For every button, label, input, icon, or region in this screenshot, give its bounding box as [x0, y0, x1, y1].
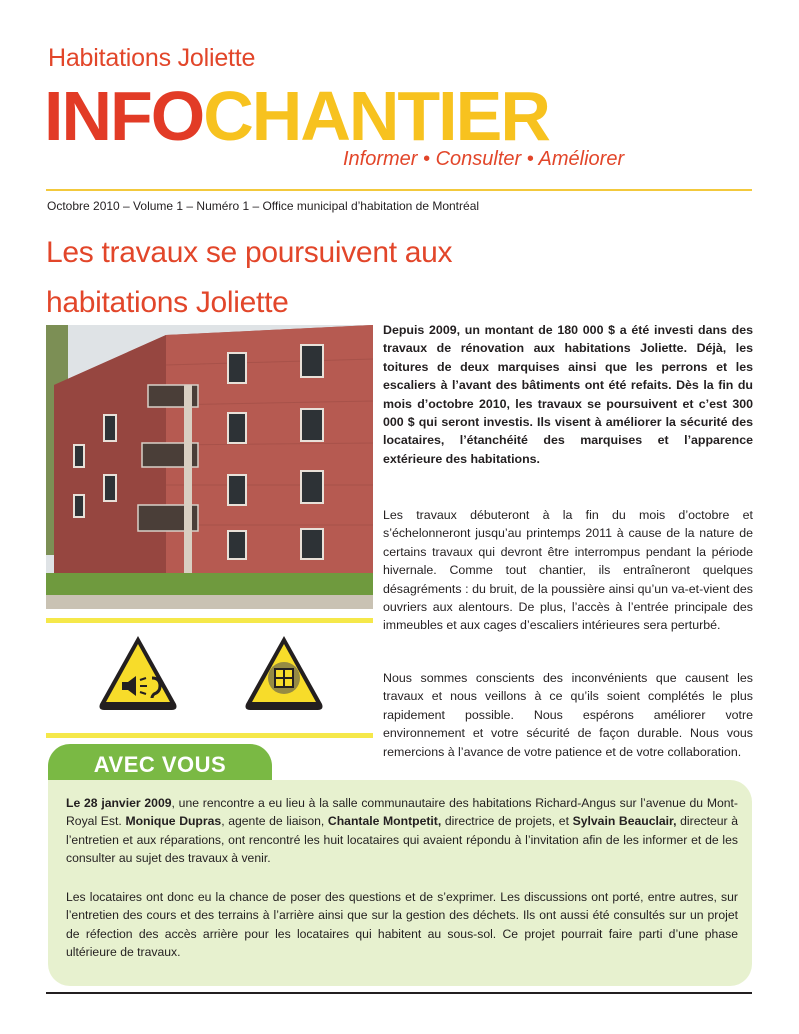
noise-warning-icon: [96, 630, 180, 714]
text-fragment: , agente de liaison,: [221, 814, 328, 829]
issue-line: Octobre 2010 – Volume 1 – Numéro 1 – Office municipal d’habitation de Montréal: [47, 199, 480, 213]
article-paragraph-1: Les travaux débuteront à la fin du mois d’octobre et s’échelonneront jusqu’au printemps 2011 à cause de la nature de certains travaux qui devront être interrompus pendant la période hivernale. Comme tout chantier, ils entraîneront quelques désagréments : du bruit, de la poussière ainsi qu’un va-et-vient des ouvriers aux alentours. De plus, l’accès à l’entrée principale des immeubles et aux cages d’escaliers intérieures sera perturbé.: [383, 508, 753, 633]
meeting-date: Le 28 janvier 2009: [66, 796, 172, 810]
text-fragment: directeur à l’entretien et aux réparations, ont rencontré les huit locataires qui avaient répondu à l’invitation afin de les informer et de les consulter au sujet des travaux à venir.: [66, 814, 738, 866]
avec-vous-label: AVEC VOUS: [93, 752, 227, 777]
newsletter-title: [44, 76, 549, 156]
avec-vous-paragraph-1: [66, 794, 738, 868]
headline-line-1: Les travaux se poursuivent aux: [46, 236, 453, 269]
person-name: Monique Dupras: [125, 814, 222, 829]
avec-vous-paragraph-2: Les locataires ont donc eu la chance de poser des questions et de s’exprimer. Les discussions ont porté, entre autres, sur l’entretien des cours et des terrains à l’arrière ainsi que sur la gestion des déchets. Ils ont aussi été consultés sur un projet de réfection des accès arrière pour les locataires qui habitent au sous-sol. Ce projet pourrait faire parti d’une phase ultérieure de travaux.: [66, 890, 738, 960]
text-fragment: directrice de projets, et: [441, 814, 573, 829]
avec-vous-box: [48, 780, 752, 986]
title-chantier: CHANTIER: [203, 77, 549, 155]
tagline: Informer • Consulter • Améliorer: [343, 148, 625, 170]
article-paragraph-2: Nous sommes conscients des inconvénients que causent les travaux et nous veillons à ce qu’ils soient complétés le plus rapidement possible. Nous espérons améliorer votre environnement et votre sécurité de façon durable. Nous vous remercions à l’avance de votre patience et de votre collaboration.: [383, 671, 753, 759]
avec-vous-tab: [48, 744, 272, 784]
picto-band-bottom: [46, 733, 373, 738]
building-photo: [46, 325, 373, 609]
headline-line-2: habitations Joliette: [46, 286, 289, 319]
dust-warning-icon: [242, 630, 326, 714]
person-name: Sylvain Beauclair,: [572, 814, 677, 829]
picto-band-top: [46, 618, 373, 623]
person-name: Chantale Montpetit,: [327, 814, 442, 829]
article-headline: [46, 228, 646, 328]
text-fragment: , une rencontre a eu lieu à la salle communautaire des habitations Richard-Angus sur l’avenue du Mont-Royal Est.: [66, 796, 738, 829]
header-divider: [46, 189, 752, 191]
organization-name: Habitations Joliette: [48, 44, 256, 72]
article-lead: Depuis 2009, un montant de 180 000 $ a été investi dans des travaux de rénovation aux habitations Joliette. Déjà, les toitures de deux marquises ainsi que les perrons et les escaliers à l’avant des bâtiments ont été refaits. Dès la fin du mois d’octobre 2010, les travaux se poursuivent et c’est 300 000 $ qui seront investis. Ils visent à améliorer la sécurité des locataires, l’étanchéité des marquises et l’apparence extérieure des habitations.: [383, 323, 753, 466]
warning-pictograms: [46, 618, 373, 738]
title-info: INFO: [44, 77, 204, 155]
footer-divider: [46, 992, 752, 994]
